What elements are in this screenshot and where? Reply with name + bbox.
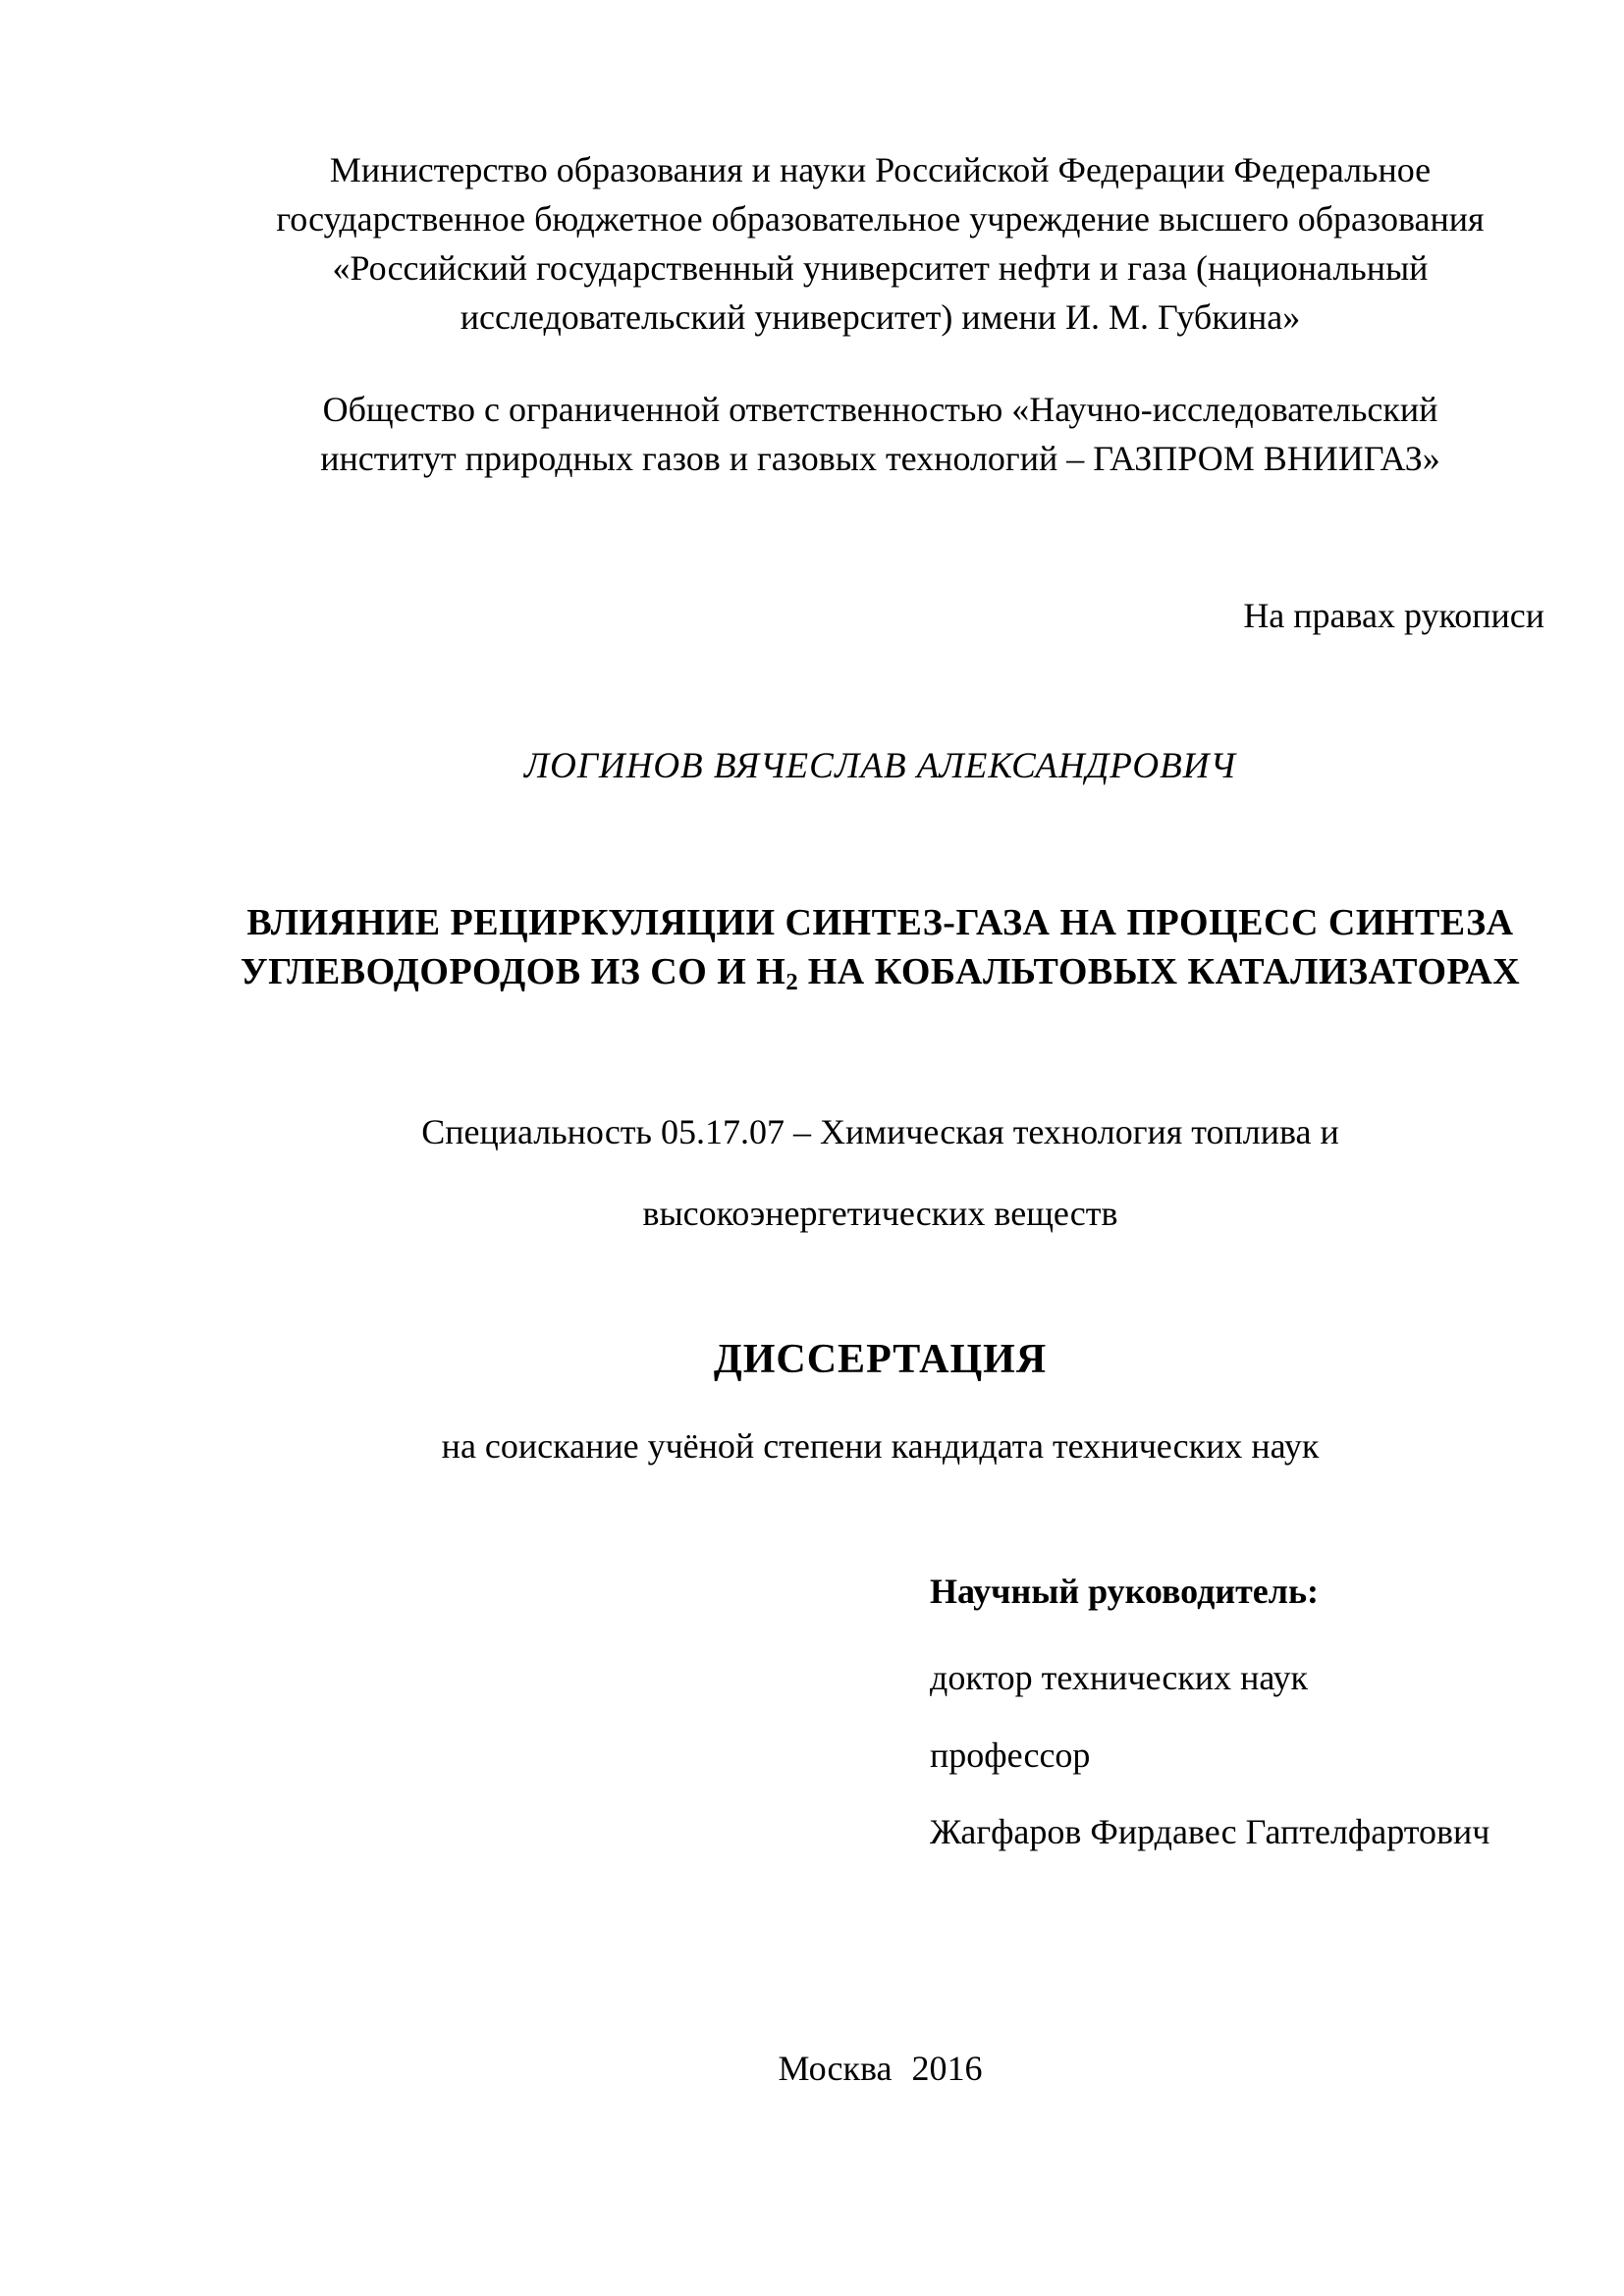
title-line-2 — [216, 947, 1544, 1007]
ministry-line-2: государственное бюджетное образовательное учреждение высшего образования — [276, 199, 1485, 239]
manuscript-note: На правах рукописи — [1243, 596, 1544, 635]
year-label: 2016 — [911, 2049, 983, 2088]
supervisor-full-name: Жагфаров Фирдавес Гаптелфартович — [930, 1812, 1490, 1851]
ministry-line-1: Министерство образования и науки Российской Федерации Федеральное — [329, 150, 1432, 189]
ministry-text — [216, 145, 1544, 342]
dissertation-title — [216, 898, 1544, 1007]
city-label: Москва — [778, 2049, 893, 2088]
organization-line-2: институт природных газов и газовых технологий – ГАЗПРОМ ВНИИГАЗ» — [320, 439, 1440, 478]
author-name: ЛОГИНОВ ВЯЧЕСЛАВ АЛЕКСАНДРОВИЧ — [524, 746, 1236, 786]
specialty-line-2: высокоэнергетических веществ — [642, 1194, 1118, 1233]
supervisor-label: Научный руководитель: — [930, 1572, 1319, 1611]
degree-pursuit-line: на соискание учёной степени кандидата технических наук — [441, 1426, 1320, 1466]
organization-text — [216, 385, 1544, 483]
document-type-heading: ДИССЕРТАЦИЯ — [713, 1337, 1048, 1382]
supervisor-academic-degree: доктор технических наук — [930, 1658, 1308, 1697]
city-year-line — [216, 2044, 1544, 2093]
specialty-line-1: Специальность 05.17.07 – Химическая технология топлива и — [421, 1112, 1339, 1151]
ministry-line-3: «Российский государственный университет нефти и газа (национальный — [332, 248, 1429, 288]
supervisor-academic-rank: профессор — [930, 1735, 1091, 1775]
title-line-2-post: НА КОБАЛЬТОВЫХ КАТАЛИЗАТОРАХ — [797, 951, 1521, 992]
ministry-line-4: исследовательский университет) имени И. М. Губкина» — [460, 297, 1301, 337]
organization-line-1: Общество с ограниченной ответственностью «Научно-исследовательский — [322, 390, 1438, 429]
h2-subscript: 2 — [785, 969, 798, 996]
title-line-2-pre: УГЛЕВОДОРОДОВ ИЗ СО И Н — [240, 951, 786, 992]
title-line-1: ВЛИЯНИЕ РЕЦИРКУЛЯЦИИ СИНТЕЗ-ГАЗА НА ПРОЦЕСС СИНТЕЗА — [246, 902, 1514, 943]
